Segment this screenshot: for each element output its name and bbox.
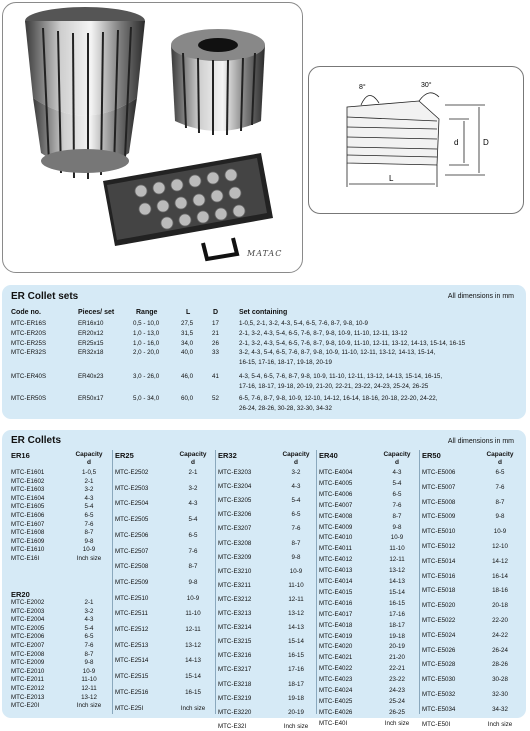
collet-capacity: 20-18 <box>492 602 508 610</box>
collet-code: MTC-E2513 <box>115 641 149 649</box>
collet-capacity: 24-23 <box>389 687 405 694</box>
collet-capacity: 19-18 <box>288 694 304 702</box>
set-contents: 17-16, 18-17, 19-18, 20-19, 21-20, 22-21, 23-22, 24-23, 25-24, 26-25 <box>239 383 429 390</box>
collet-code: MTC-E4004 <box>319 469 353 476</box>
collet-code: MTC-E2503 <box>115 484 149 492</box>
collet-capacity: 9-8 <box>188 578 198 586</box>
collet-code: MTC-E4015 <box>319 588 353 596</box>
collet-capacity: 6-5 <box>392 490 402 498</box>
collet-capacity: 18-17 <box>288 680 304 688</box>
collet-group-title: ER50 <box>422 451 441 460</box>
collet-code: MTC-E3214 <box>218 624 252 632</box>
collet-code: MTC-E4023 <box>319 676 353 684</box>
collet-code: MTC-E4017 <box>319 610 353 618</box>
capacity-label: Capacity <box>282 451 310 458</box>
sets-header-contents: Set containing <box>239 309 288 316</box>
set-length: 27,5 <box>181 320 194 327</box>
collet-code: MTC-E2508 <box>115 563 149 571</box>
collet-capacity: 24-22 <box>492 631 508 639</box>
capacity-label: Capacity <box>383 451 411 458</box>
collet-code: MTC-E5009 <box>422 513 456 521</box>
collet-code: MTC-E2012 <box>11 685 45 692</box>
collet-capacity: 11-10 <box>185 610 201 618</box>
collet-capacity: 13-12 <box>288 610 304 617</box>
set-diameter: 26 <box>212 340 219 347</box>
capacity-header <box>276 451 316 467</box>
collet-capacity: 5-4 <box>84 503 94 511</box>
set-code: MTC-ER40S <box>11 373 47 380</box>
collet-code: MTC-E40I <box>319 719 348 727</box>
column-separator <box>316 450 317 714</box>
collet-capacity: 4-3 <box>84 616 94 624</box>
collet-code: MTC-E2008 <box>11 650 45 658</box>
collet-code: MTC-E1603 <box>11 486 45 494</box>
collet-code: MTC-E2013 <box>11 693 45 701</box>
collet-capacity: 16-15 <box>185 688 201 696</box>
collet-code: MTC-E4007 <box>319 501 353 509</box>
collet-code: MTC-E5022 <box>422 617 456 624</box>
collet-capacity: 8-7 <box>84 650 94 658</box>
capacity-label: Capacity <box>179 451 207 458</box>
collet-code: MTC-E3211 <box>218 581 251 589</box>
collet-sets-panel <box>2 285 526 419</box>
collet-code: MTC-E4010 <box>319 534 353 542</box>
collet-capacity: 5-4 <box>188 516 198 524</box>
collet-capacity: 12-11 <box>81 685 97 692</box>
collet-code: MTC-E5016 <box>422 572 456 580</box>
collet-code: MTC-E1604 <box>11 494 45 502</box>
collet-code: MTC-E4009 <box>319 523 353 531</box>
collet-code: MTC-E3217 <box>218 666 252 674</box>
set-contents: 2-1, 3-2, 4-3, 5-4, 6-5, 7-6, 8-7, 9-8, 10-9, 11-10, 12-11, 13-12 <box>239 330 408 337</box>
collet-capacity: Inch size <box>283 722 309 730</box>
collet-capacity: Inch size <box>487 720 513 728</box>
collet-code: MTC-E3212 <box>218 595 252 603</box>
collet-capacity: 6-5 <box>495 469 505 476</box>
collet-code: MTC-E3203 <box>218 469 252 476</box>
collet-capacity: 2-1 <box>188 469 198 476</box>
collet-code: MTC-E32I <box>218 722 247 730</box>
collet-capacity: 23-22 <box>389 676 405 684</box>
collet-capacity: 16-15 <box>288 652 304 660</box>
set-length: 60,0 <box>181 395 194 402</box>
collet-capacity: 3-2 <box>291 469 301 476</box>
collet-code: MTC-E4016 <box>319 599 353 607</box>
sets-header-pieces: Pieces/ set <box>78 309 115 316</box>
collet-capacity: 3-2 <box>84 607 94 615</box>
collet-capacity: 11-10 <box>288 581 304 589</box>
collet-capacity: 10-9 <box>289 567 303 575</box>
collet-capacity: 7-6 <box>495 483 505 491</box>
collet-code: MTC-E3205 <box>218 497 252 505</box>
collet-code: MTC-E4026 <box>319 708 353 716</box>
column-separator <box>112 450 113 714</box>
collet-capacity: 11-10 <box>389 545 405 553</box>
collet-code: MTC-E1602 <box>11 477 45 485</box>
collet-capacity: 16-15 <box>389 599 405 607</box>
collet-code: MTC-E4005 <box>319 479 353 487</box>
capacity-unit: d <box>498 459 502 466</box>
collet-code: MTC-E4020 <box>319 643 353 651</box>
capacity-header <box>69 451 109 467</box>
collet-capacity: 13-12 <box>81 693 97 701</box>
collet-capacity: 17-16 <box>288 666 304 674</box>
collet-code: MTC-E3218 <box>218 680 252 688</box>
collet-capacity: 10-9 <box>390 534 404 542</box>
collet-capacity: 8-7 <box>392 512 402 520</box>
collet-code: MTC-E1609 <box>11 537 45 545</box>
collet-group-title: ER20 <box>11 590 30 599</box>
collet-capacity: 10-9 <box>82 546 96 554</box>
collet-code: MTC-E2005 <box>11 624 45 632</box>
collet-code: MTC-E2004 <box>11 616 45 624</box>
collet-capacity: 14-13 <box>288 624 304 632</box>
collet-code: MTC-E5007 <box>422 483 456 491</box>
collet-code: MTC-E2506 <box>115 531 149 539</box>
large-collet-image <box>25 7 145 179</box>
collet-capacity: 3-2 <box>84 486 94 494</box>
collet-code: MTC-E5034 <box>422 705 456 713</box>
set-contents: 6-5, 7-6, 8-7, 9-8, 10-9, 12-10, 14-12, 16-14, 18-16, 20-18, 22-20, 24-22, <box>239 395 438 402</box>
set-diameter: 17 <box>212 320 219 327</box>
collet-code: MTC-E4024 <box>319 687 353 694</box>
collet-capacity: 13-12 <box>185 641 201 649</box>
collet-capacity: 12-11 <box>389 556 405 564</box>
set-length: 46,0 <box>181 373 194 380</box>
collet-capacity: 7-6 <box>291 525 301 533</box>
collet-code: MTC-E2010 <box>11 667 45 675</box>
product-photo-panel <box>2 2 303 273</box>
collet-code: MTC-E4006 <box>319 490 353 498</box>
collet-code: MTC-E5008 <box>422 498 456 506</box>
capacity-unit: d <box>395 459 399 466</box>
collet-code: MTC-E2011 <box>11 676 44 684</box>
collet-capacity: 8-7 <box>495 498 505 506</box>
set-code: MTC-ER25S <box>11 340 47 347</box>
set-range: 5,0 - 34,0 <box>133 395 160 402</box>
sets-dimensions-note: All dimensions in mm <box>447 293 514 300</box>
collet-capacity: 12-11 <box>288 595 304 603</box>
collet-code: MTC-E4019 <box>319 632 353 640</box>
collet-code: MTC-E5010 <box>422 528 456 536</box>
column-separator <box>419 450 420 714</box>
collet-code: MTC-E1610 <box>11 546 45 554</box>
collet-capacity: Inch size <box>76 555 102 562</box>
collet-code: MTC-E3208 <box>218 539 252 547</box>
collet-code: MTC-E2511 <box>115 610 148 618</box>
collet-code: MTC-E3206 <box>218 511 252 519</box>
collet-capacity: 15-14 <box>288 638 304 646</box>
capacity-header <box>377 451 417 467</box>
collet-capacity: 7-6 <box>84 520 94 528</box>
collet-capacity: 7-6 <box>188 547 198 555</box>
collet-code: MTC-E2502 <box>115 469 149 476</box>
collet-capacity: 18-17 <box>389 621 405 629</box>
collet-capacity: 12-11 <box>185 626 201 633</box>
collet-code: MTC-E4008 <box>319 512 353 520</box>
collet-code: MTC-E3216 <box>218 652 252 660</box>
collet-capacity: 6-5 <box>188 531 198 539</box>
collet-capacity: 4-3 <box>392 469 402 476</box>
collet-capacity: 6-5 <box>291 511 301 519</box>
collet-capacity: 15-14 <box>185 673 201 681</box>
set-length: 31,5 <box>181 330 194 337</box>
sets-header-code: Code no. <box>11 309 41 316</box>
set-diameter: 52 <box>212 395 219 402</box>
collet-capacity: 3-2 <box>188 484 198 492</box>
collet-code: MTC-E1606 <box>11 512 45 519</box>
collet-code: MTC-E5012 <box>422 543 456 550</box>
collet-code: MTC-E5028 <box>422 661 456 669</box>
collet-capacity: 22-20 <box>492 617 508 624</box>
set-contents: 4-3, 5-4, 6-5, 7-6, 8-7, 9-8, 10-9, 11-10, 12-11, 13-12, 14-13, 15-14, 16-15, <box>239 373 443 380</box>
collet-capacity: 5-4 <box>392 479 402 487</box>
collet-capacity: 4-3 <box>291 483 301 491</box>
set-range: 1,0 - 16,0 <box>133 340 160 347</box>
length-label: L <box>389 174 394 183</box>
collet-code: MTC-E2512 <box>115 626 149 633</box>
collet-code: MTC-E5018 <box>422 587 456 595</box>
capacity-unit: d <box>294 459 298 466</box>
collet-capacity: 1-0,5 <box>81 469 97 476</box>
outer-diameter-label: D <box>483 138 489 147</box>
collet-capacity: 13-12 <box>389 567 405 575</box>
collet-capacity: 25-24 <box>389 697 405 705</box>
set-code: MTC-ER32S <box>11 349 47 356</box>
collet-code: MTC-E4013 <box>319 567 353 575</box>
collet-capacity: 8-7 <box>84 529 94 537</box>
collet-code: MTC-E25I <box>115 704 144 712</box>
capacity-header <box>480 451 520 467</box>
collet-capacity: 21-20 <box>389 654 405 662</box>
collet-capacity: 6-5 <box>84 633 94 641</box>
set-length: 34,0 <box>181 340 194 347</box>
set-pieces: ER40x23 <box>78 373 104 380</box>
collet-capacity: 14-13 <box>389 578 405 585</box>
set-contents: 3-2, 4-3, 5-4, 6-5, 7-6, 8-7, 9-8, 10-9, 11-10, 12-11, 13-12, 14-13, 15-14, <box>239 349 436 356</box>
collet-code: MTC-E4025 <box>319 697 353 705</box>
collet-capacity: 7-6 <box>84 642 94 649</box>
collet-capacity: 4-3 <box>84 494 94 502</box>
collet-code: MTC-E20I <box>11 702 40 710</box>
collet-dimension-diagram <box>308 66 524 214</box>
set-diameter: 21 <box>212 330 219 337</box>
collet-group-title: ER16 <box>11 451 30 460</box>
collet-capacity: 5-4 <box>84 624 94 632</box>
collet-code: MTC-E3219 <box>218 694 252 702</box>
collet-code: MTC-E2505 <box>115 516 149 524</box>
collet-capacity: 7-6 <box>392 501 402 509</box>
collet-capacity: 8-7 <box>188 563 198 571</box>
collet-code: MTC-E2515 <box>115 673 149 681</box>
set-contents: 1-0,5, 2-1, 3-2, 4-3, 5-4, 6-5, 7-6, 8-7, 9-8, 10-9 <box>239 320 368 327</box>
dimension-drawing <box>309 67 523 213</box>
collet-capacity: 32-30 <box>492 691 508 698</box>
collet-capacity: 34-32 <box>492 705 508 713</box>
set-contents: 26-24, 28-26, 30-28, 32-30, 34-32 <box>239 405 332 412</box>
set-pieces: ER32x18 <box>78 349 104 356</box>
column-separator <box>215 450 216 714</box>
collet-code: MTC-E4022 <box>319 665 353 673</box>
collet-code: MTC-E5026 <box>422 646 456 654</box>
collet-code: MTC-E1605 <box>11 503 45 511</box>
collet-code: MTC-E3215 <box>218 638 252 646</box>
collet-group-title: ER32 <box>218 451 237 460</box>
inner-diameter-label: d <box>454 138 459 147</box>
collet-code: MTC-E5014 <box>422 557 456 565</box>
sets-title: ER Collet sets <box>11 291 79 302</box>
collet-code: MTC-E4014 <box>319 578 353 585</box>
capacity-unit: d <box>87 459 91 466</box>
collet-code: MTC-E4021 <box>319 654 353 662</box>
collet-code: MTC-E2003 <box>11 607 45 615</box>
collet-capacity: 2-1 <box>84 599 94 606</box>
collet-code: MTC-E5020 <box>422 602 456 610</box>
collet-group-title: ER40 <box>319 451 338 460</box>
collet-code: MTC-E2002 <box>11 599 45 606</box>
collet-code: MTC-E3213 <box>218 610 252 617</box>
set-range: 1,0 - 13,0 <box>133 330 160 337</box>
collet-capacity: 9-8 <box>84 537 94 545</box>
collet-capacity: 30-28 <box>492 676 508 684</box>
set-diameter: 41 <box>212 373 219 380</box>
collet-code: MTC-E16I <box>11 555 40 562</box>
collet-capacity: 9-8 <box>495 513 505 521</box>
set-pieces: ER50x17 <box>78 395 104 402</box>
collet-code: MTC-E3207 <box>218 525 252 533</box>
collet-code: MTC-E2006 <box>11 633 45 641</box>
collet-capacity: 6-5 <box>84 512 94 519</box>
collet-capacity: 10-9 <box>186 594 200 602</box>
sets-header-range: Range <box>136 309 158 316</box>
collet-code: MTC-E50I <box>422 720 451 728</box>
collet-code: MTC-E4011 <box>319 545 352 553</box>
collet-capacity: Inch size <box>180 704 206 712</box>
collet-capacity: 28-26 <box>492 661 508 669</box>
collet-code: MTC-E4012 <box>319 556 353 564</box>
set-code: MTC-ER20S <box>11 330 47 337</box>
collet-capacity: 9-8 <box>84 659 94 667</box>
set-pieces: ER25x15 <box>78 340 104 347</box>
collet-code: MTC-E5032 <box>422 691 456 698</box>
capacity-unit: d <box>191 459 195 466</box>
collet-code: MTC-E2514 <box>115 657 149 665</box>
collets-title: ER Collets <box>11 435 62 446</box>
set-range: 3,0 - 26,0 <box>133 373 160 380</box>
collet-code: MTC-E2509 <box>115 578 149 586</box>
collet-capacity: 2-1 <box>84 477 94 485</box>
collet-capacity: 11-10 <box>81 676 97 684</box>
capacity-header <box>173 451 213 467</box>
collet-capacity: 15-14 <box>389 588 405 596</box>
collet-code: MTC-E2510 <box>115 594 149 602</box>
collet-capacity: 8-7 <box>291 539 301 547</box>
collets-dimensions-note: All dimensions in mm <box>447 438 514 445</box>
collet-capacity: 14-12 <box>492 557 508 565</box>
collet-capacity: 10-9 <box>493 528 507 536</box>
collet-capacity: 14-13 <box>185 657 201 665</box>
set-code: MTC-ER16S <box>11 320 47 327</box>
collet-capacity: 5-4 <box>291 497 301 505</box>
collet-code: MTC-E3204 <box>218 483 252 491</box>
brand-logo: MATAC <box>247 249 283 258</box>
collet-code: MTC-E2507 <box>115 547 149 555</box>
collet-capacity: 22-21 <box>389 665 405 673</box>
collet-code: MTC-E2504 <box>115 500 149 508</box>
collet-code: MTC-E1607 <box>11 520 45 528</box>
collet-code: MTC-E4018 <box>319 621 353 629</box>
set-diameter: 33 <box>212 349 219 356</box>
collet-capacity: 19-18 <box>389 632 405 640</box>
collets-panel <box>2 430 526 730</box>
collet-code: MTC-E5030 <box>422 676 456 684</box>
sets-header-l: L <box>186 309 191 316</box>
collet-capacity: 16-14 <box>492 572 508 580</box>
collet-code: MTC-E5006 <box>422 469 456 476</box>
collet-group-title: ER25 <box>115 451 134 460</box>
angle-1-label: 8° <box>359 84 366 91</box>
collet-code: MTC-E1601 <box>11 469 45 476</box>
collet-case-image <box>103 153 273 259</box>
collet-capacity: 9-8 <box>291 553 301 561</box>
collet-capacity: 20-19 <box>389 643 405 651</box>
set-pieces: ER20x12 <box>78 330 104 337</box>
set-pieces: ER16x10 <box>78 320 104 327</box>
collet-capacity: 26-25 <box>389 708 405 716</box>
collet-code: MTC-E3220 <box>218 708 252 716</box>
collet-capacity: 18-16 <box>492 587 508 595</box>
capacity-label: Capacity <box>486 451 514 458</box>
collet-capacity: 10-9 <box>82 667 96 675</box>
collet-code: MTC-E1608 <box>11 529 45 537</box>
collet-capacity: 26-24 <box>492 646 508 654</box>
set-contents: 2-1, 3-2, 4-3, 5-4, 6-5, 7-6, 8-7, 9-8, 10-9, 11-10, 12-11, 13-12, 14-13, 15-14, 16-15 <box>239 340 466 347</box>
collet-code: MTC-E5024 <box>422 631 456 639</box>
small-collet-image <box>171 29 265 135</box>
collet-code: MTC-E2009 <box>11 659 45 667</box>
collet-capacity: 17-16 <box>389 610 405 618</box>
set-length: 40,0 <box>181 349 194 356</box>
collet-code: MTC-E2007 <box>11 642 45 649</box>
collet-code: MTC-E3210 <box>218 567 252 575</box>
collet-code: MTC-E2516 <box>115 688 149 696</box>
sets-header-d: D <box>213 309 219 316</box>
capacity-label: Capacity <box>75 451 103 458</box>
collet-capacity: Inch size <box>76 702 102 710</box>
collet-capacity: 9-8 <box>392 523 402 531</box>
set-code: MTC-ER50S <box>11 395 47 402</box>
set-range: 2,0 - 20,0 <box>133 349 160 356</box>
collet-photo <box>3 3 302 272</box>
angle-2-label: 30° <box>421 82 432 89</box>
collet-capacity: 20-19 <box>288 708 304 716</box>
set-contents: 16-15, 17-16, 18-17, 19-18, 20-19 <box>239 359 332 366</box>
set-range: 0,5 - 10,0 <box>133 320 160 327</box>
collet-code: MTC-E3209 <box>218 553 252 561</box>
collet-capacity: 4-3 <box>188 500 198 508</box>
collet-capacity: 12-10 <box>492 543 508 550</box>
collet-capacity: Inch size <box>384 719 410 727</box>
